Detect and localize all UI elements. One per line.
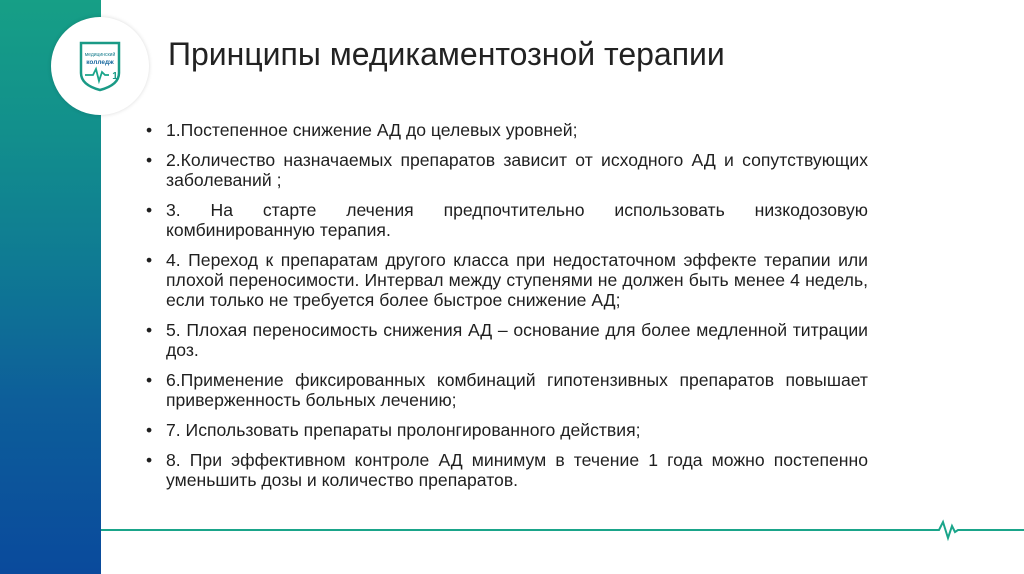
list-item-text: 1.Постепенное снижение АД до целевых уровней; <box>166 120 578 140</box>
list-item <box>146 320 868 360</box>
list-item <box>146 450 868 490</box>
list-item <box>146 420 868 440</box>
college-logo-icon <box>73 39 127 93</box>
logo-badge <box>51 17 149 115</box>
list-item <box>146 250 868 310</box>
list-item-text: 5. Плохая переносимость снижения АД – основание для более медленной титрации доз. <box>166 320 868 360</box>
logo-text-line2: колледж <box>86 59 114 66</box>
bullet-dot: • <box>146 200 153 220</box>
list-item <box>146 370 868 410</box>
logo-text-line1: медицинский <box>84 52 116 58</box>
list-item-text: 7. Использовать препараты пролонгированного действия; <box>166 420 641 440</box>
list-item-text: 4. Переход к препаратам другого класса при недостаточном эффекте терапии или плохой переносимости. Интервал между ступенями не должен быть менее 4 недель, если только не требуется более быстрое снижение АД; <box>166 250 868 310</box>
list-item-text: 8. При эффективном контроле АД минимум в течение 1 года можно постепенно уменьшить дозы и количество препаратов. <box>166 450 868 490</box>
principles-list <box>146 120 868 500</box>
list-item <box>146 200 868 240</box>
bullet-dot: • <box>146 370 153 390</box>
bullet-dot: • <box>146 420 153 440</box>
bullet-dot: • <box>146 320 153 340</box>
bullet-dot: • <box>146 450 153 470</box>
list-item <box>146 150 868 190</box>
list-item-text: 6.Применение фиксированных комбинаций гипотензивных препаратов повышает приверженность больных лечению; <box>166 370 868 410</box>
list-item-text: 3. На старте лечения предпочтительно использовать низкодозовую комбинированную терапия. <box>166 200 868 240</box>
heartbeat-line <box>101 515 1024 545</box>
bullet-dot: • <box>146 120 153 140</box>
bullet-dot: • <box>146 250 153 270</box>
list-item <box>146 120 868 140</box>
list-item-text: 2.Количество назначаемых препаратов зависит от исходного АД и сопутствующих заболеваний ; <box>166 150 868 190</box>
logo-number: 1 <box>112 71 118 82</box>
page-title: Принципы медикаментозной терапии <box>168 36 725 72</box>
bullet-dot: • <box>146 150 153 170</box>
